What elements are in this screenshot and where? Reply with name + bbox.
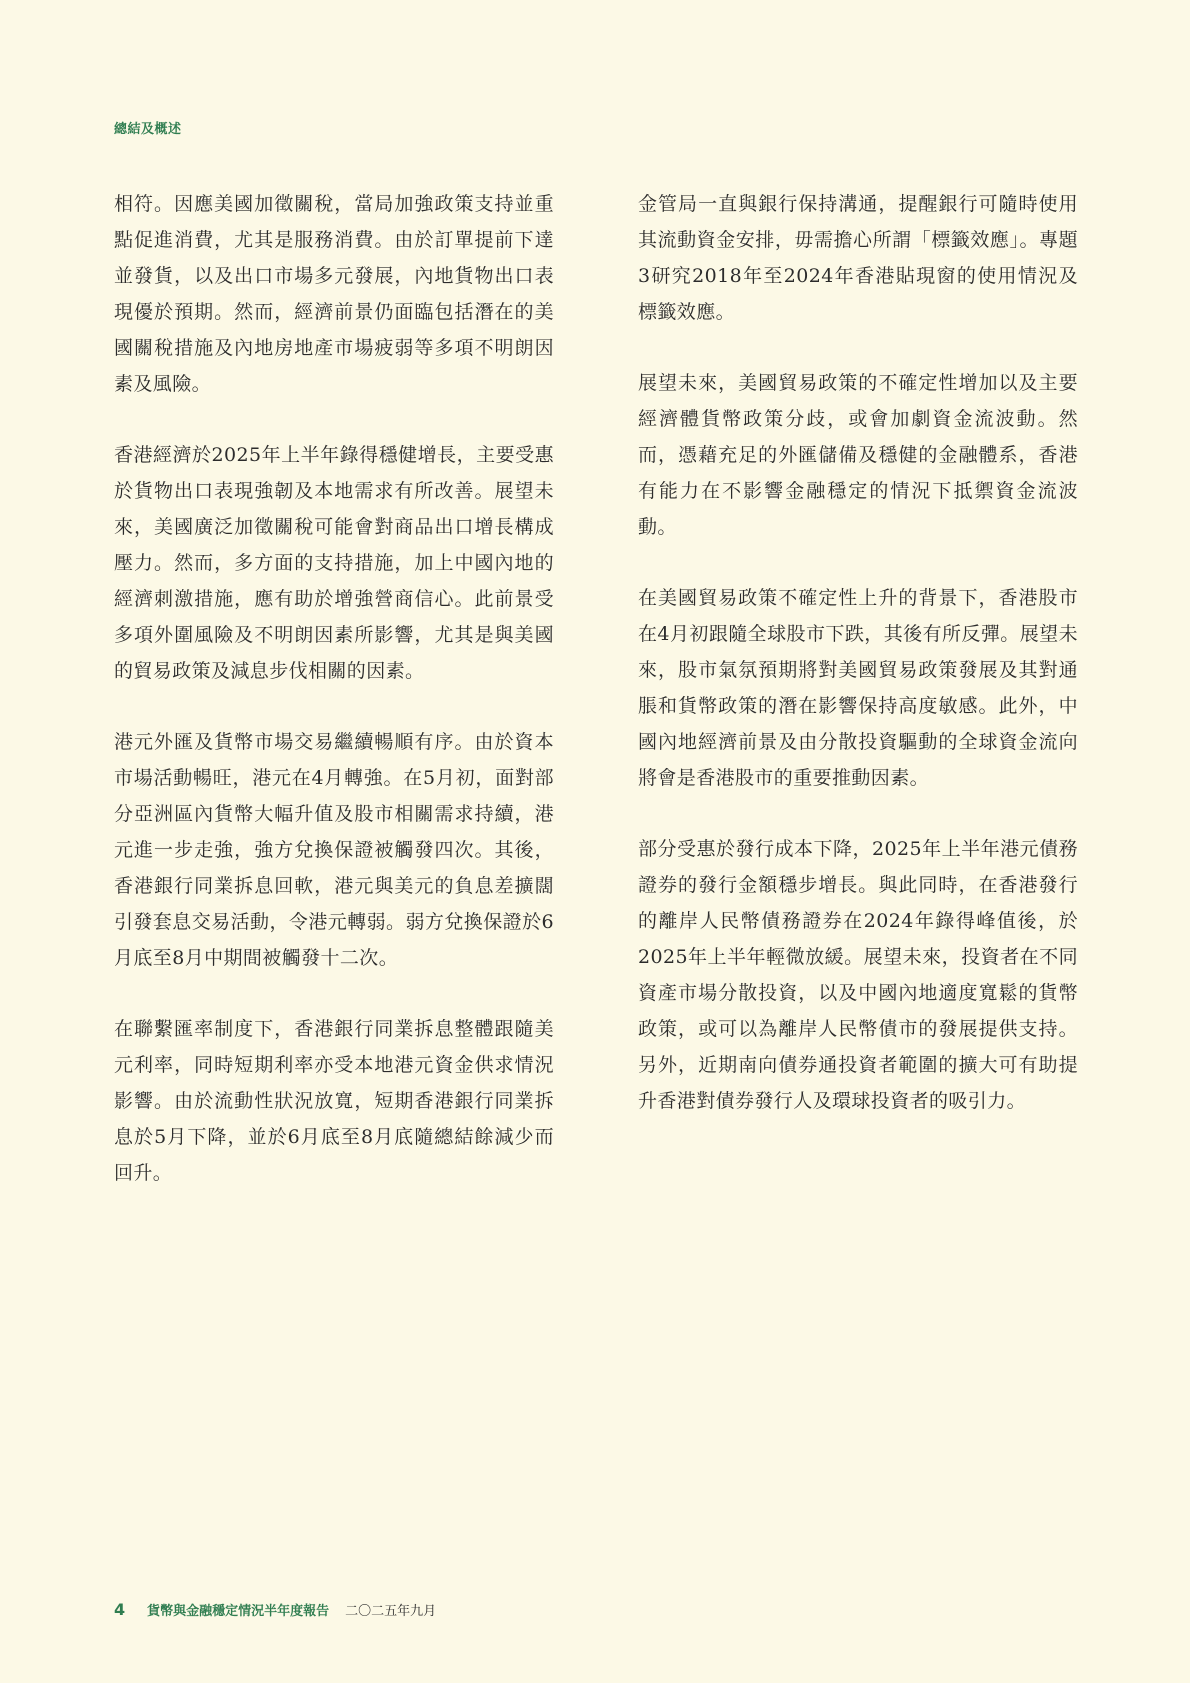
left-column — [114, 186, 554, 1226]
paragraph: 港元外匯及貨幣市場交易繼續暢順有序。由於資本市場活動暢旺，港元在4月轉強。在5月初，面對部分亞洲區內貨幣大幅升值及股市相關需求持續，港元進一步走強，強方兌換保證被觸發四次。其後，香港銀行同業拆息回軟，港元與美元的負息差擴闊引發套息交易活動，令港元轉弱。弱方兌換保證於6月底至8月中期間被觸發十二次。 — [114, 731, 554, 969]
right-column — [638, 186, 1078, 1154]
paragraph: 香港經濟於2025年上半年錄得穩健增長，主要受惠於貨物出口表現強韌及本地需求有所改善。展望未來，美國廣泛加徵關稅可能會對商品出口增長構成壓力。然而，多方面的支持措施，加上中國內地的經濟刺激措施，應有助於增強營商信心。此前景受多項外圍風險及不明朗因素所影響，尤其是與美國的貿易政策及減息步伐相關的因素。 — [114, 444, 554, 682]
section-title: 總結及概述 — [114, 122, 182, 137]
report-title: 貨幣與金融穩定情況半年度報告 — [147, 1604, 330, 1619]
page-footer — [114, 1600, 436, 1619]
paragraph: 金管局一直與銀行保持溝通，提醒銀行可隨時使用其流動資金安排，毋需擔心所謂「標籤效應」。專題3研究2018年至2024年香港貼現窗的使用情況及標籤效應。 — [638, 193, 1078, 323]
paragraph: 在美國貿易政策不確定性上升的背景下，香港股市在4月初跟隨全球股市下跌，其後有所反彈。展望未來，股市氣氛預期將對美國貿易政策發展及其對通脹和貨幣政策的潛在影響保持高度敏感。此外，中國內地經濟前景及由分散投資驅動的全球資金流向將會是香港股市的重要推動因素。 — [638, 587, 1078, 789]
paragraph: 部分受惠於發行成本下降，2025年上半年港元債務證券的發行金額穩步增長。與此同時，在香港發行的離岸人民幣債務證券在2024年錄得峰值後，於2025年上半年輕微放緩。展望未來，投資者在不同資產市場分散投資，以及中國內地適度寬鬆的貨幣政策，或可以為離岸人民幣債市的發展提供支持。另外，近期南向債券通投資者範圍的擴大可有助提升香港對債券發行人及環球投資者的吸引力。 — [638, 838, 1078, 1112]
paragraph: 在聯繫匯率制度下，香港銀行同業拆息整體跟隨美元利率，同時短期利率亦受本地港元資金供求情況影響。由於流動性狀況放寬，短期香港銀行同業拆息於5月下降，並於6月底至8月底隨總結餘減少而回升。 — [114, 1018, 554, 1184]
paragraph: 展望未來，美國貿易政策的不確定性增加以及主要經濟體貨幣政策分歧，或會加劇資金流波動。然而，憑藉充足的外匯儲備及穩健的金融體系，香港有能力在不影響金融穩定的情況下抵禦資金流波動。 — [638, 372, 1078, 538]
paragraph: 相符。因應美國加徵關稅，當局加強政策支持並重點促進消費，尤其是服務消費。由於訂單提前下達並發貨，以及出口市場多元發展，內地貨物出口表現優於預期。然而，經濟前景仍面臨包括潛在的美國關稅措施及內地房地產市場疲弱等多項不明朗因素及風險。 — [114, 193, 554, 395]
report-date: 二〇二五年九月 — [345, 1604, 437, 1619]
page-number: 4 — [114, 1600, 126, 1619]
